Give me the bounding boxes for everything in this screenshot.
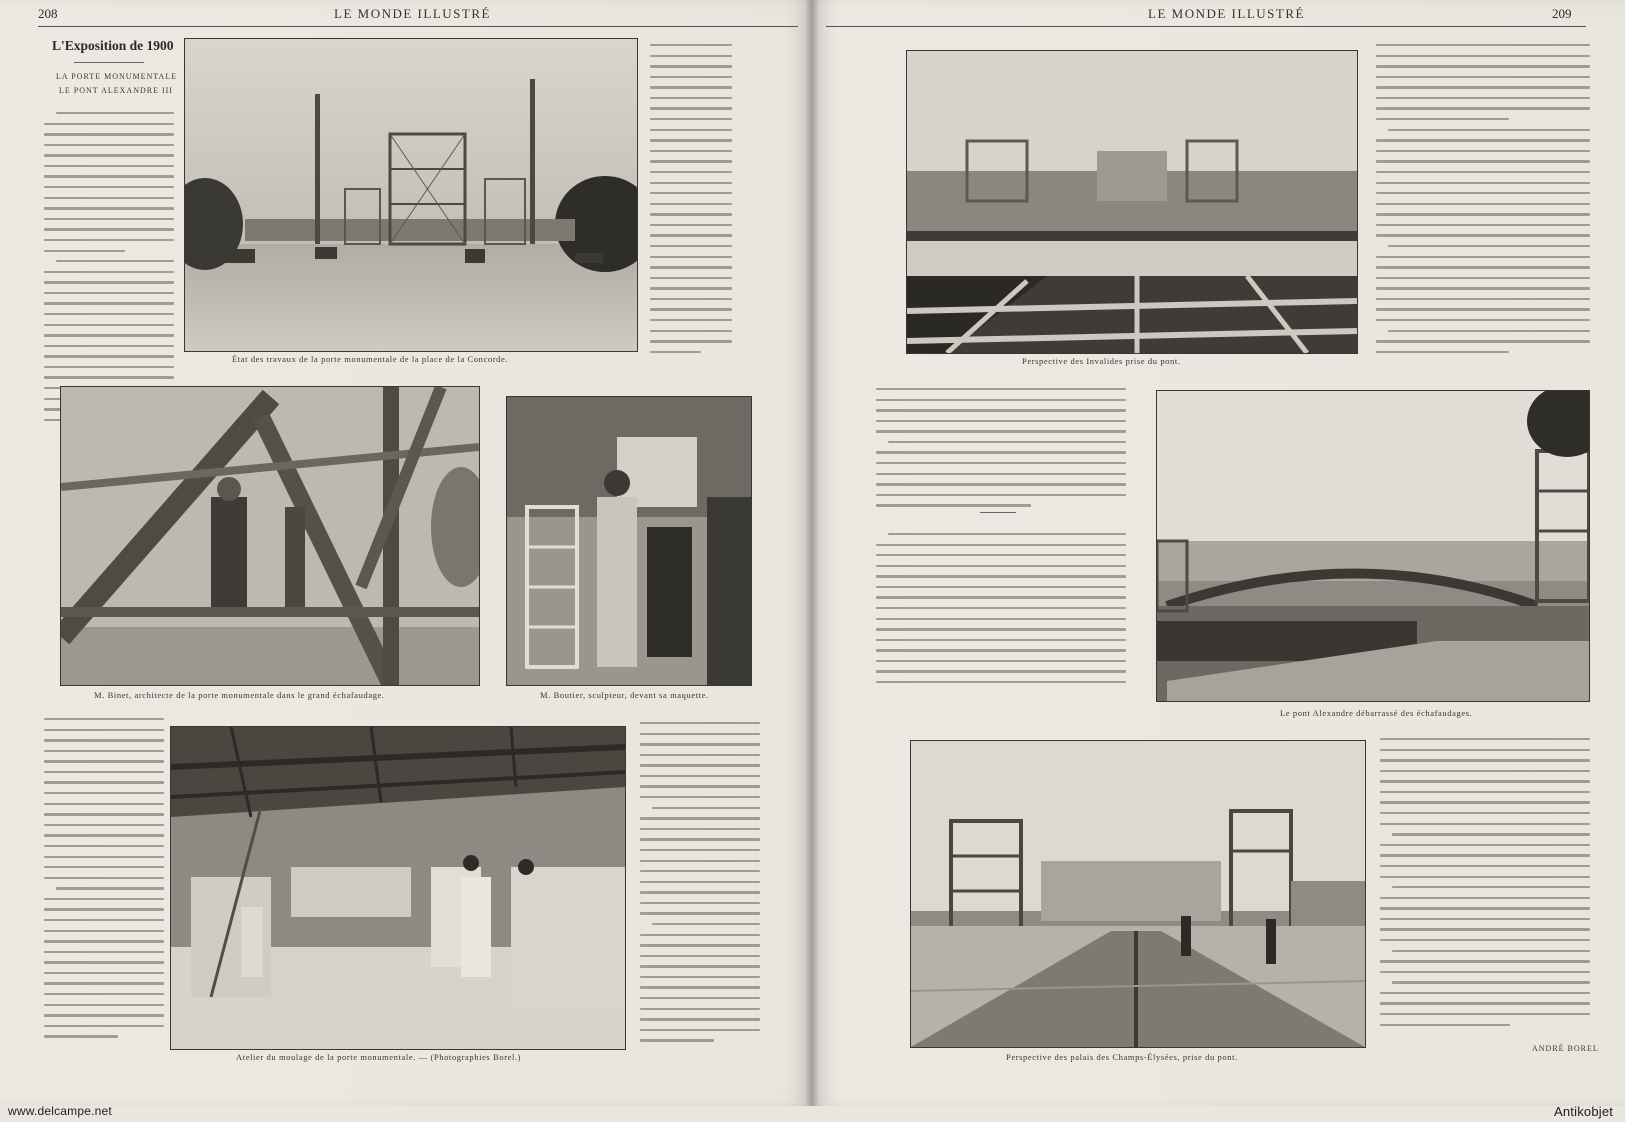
text-column-left-bottom-right (640, 722, 760, 1052)
text-column-left-bottom (44, 718, 164, 1058)
section-divider (980, 512, 1016, 513)
caption-photo-3: M. Boutier, sculpteur, devant sa maquette. (540, 690, 709, 700)
caption-photo-6: Le pont Alexandre débarrassé des échafaudages. (1280, 708, 1473, 718)
text-column-left-top-right (650, 44, 732, 364)
photo-atelier-moulage (170, 726, 626, 1050)
caption-photo-2: M. Binet, architecte de la porte monumentale dans le grand échafaudage. (94, 690, 385, 700)
left-header-rule (38, 26, 798, 27)
watermark-bottom-right: Antikobjet (1554, 1104, 1614, 1119)
left-running-title: LE MONDE ILLUSTRÉ (334, 6, 491, 21)
watermark-bottom-left: www.delcampe.net (8, 1104, 112, 1118)
caption-photo-4: Atelier du moulage de la porte monumentale. — (Photographies Borel.) (236, 1052, 522, 1062)
photo-perspective-champs-elysees (910, 740, 1366, 1048)
caption-photo-5: Perspective des Invalides prise du pont. (1022, 356, 1181, 366)
photo-boutier-sculptor (506, 396, 752, 686)
caption-photo-7: Perspective des palais des Champs-Élysées, prise du pont. (1006, 1052, 1238, 1062)
left-page-number: 208 (38, 6, 58, 21)
article-heading: L'Exposition de 1900 (52, 38, 174, 53)
article-subheading-1: LA PORTE MONUMENTALE (56, 72, 178, 81)
photo-perspective-invalides (906, 50, 1358, 354)
article-signature: ANDRÉ BOREL (1532, 1044, 1599, 1053)
text-column-right-middle (876, 388, 1126, 706)
right-header-rule (826, 26, 1586, 27)
text-column-right-bottom (1380, 738, 1590, 1038)
right-page-number: 209 (1552, 6, 1572, 21)
page-gutter (805, 0, 819, 1106)
caption-photo-1: État des travaux de la porte monumentale de la place de la Concorde. (232, 354, 509, 364)
text-column-right-top (1376, 44, 1590, 364)
heading-ornament (74, 62, 144, 63)
photo-porte-monumentale-concorde (184, 38, 638, 352)
article-subheading-2: LE PONT ALEXANDRE III (59, 86, 173, 95)
right-running-title: LE MONDE ILLUSTRÉ (1148, 6, 1305, 21)
photo-binet-scaffolding (60, 386, 480, 686)
photo-pont-alexandre (1156, 390, 1590, 702)
